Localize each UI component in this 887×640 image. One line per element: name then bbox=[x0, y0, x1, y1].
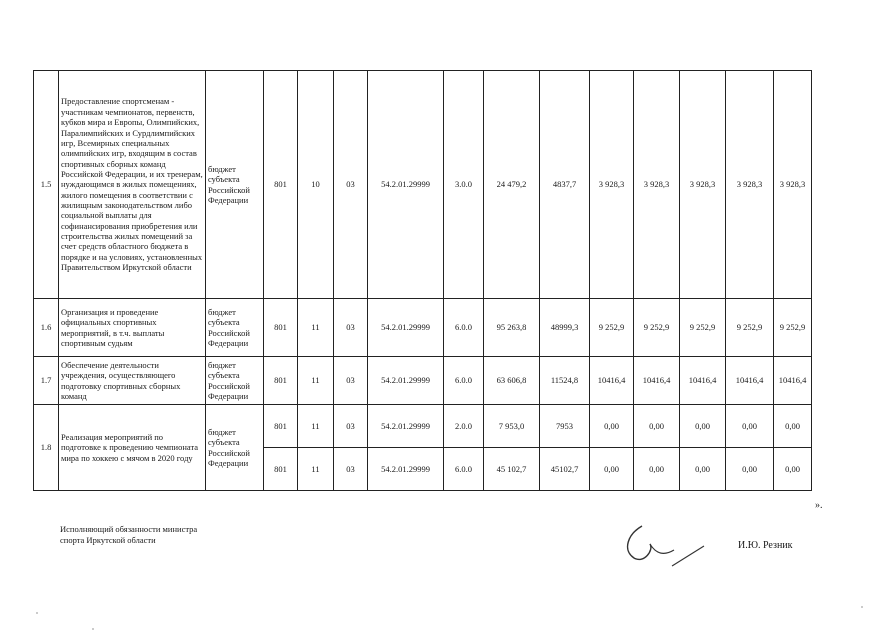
measure-description: Предоставление спортсменам - участникам чемпионатов, первенств, кубков мира и Европы, Олимпийских, Паралимпийских и Сурдлимпийских игр, Всемирных специальных олимпийских игр, входящим в состав спортивных сборных команд Российской Федерации, и их тренерам, нуждающимся в жилых помещениях, жилого помещения в соответствии с жилищным законодательством либо социальной выплаты для софинансирования приобретения или строительства жилых помещений за счет средств областного бюджета в порядке и на условиях, установленных Правительством Иркутской области bbox=[59, 71, 206, 299]
year-amount-cell: 10416,4 bbox=[634, 357, 680, 405]
year-amount-cell: 9 252,9 bbox=[726, 299, 774, 357]
year-amount-cell: 11524,8 bbox=[540, 357, 590, 405]
year-amount-cell: 0,00 bbox=[590, 448, 634, 491]
year-amount-cell: 0,00 bbox=[634, 405, 680, 448]
year-amount-cell: 10416,4 bbox=[726, 357, 774, 405]
total-amount-cell: 95 263,8 bbox=[484, 299, 540, 357]
year-amount-cell: 3 928,3 bbox=[726, 71, 774, 299]
year-amount-cell: 9 252,9 bbox=[634, 299, 680, 357]
closing-quote-mark: ». bbox=[815, 500, 823, 511]
subsection-code: 03 bbox=[334, 299, 368, 357]
section-code: 11 bbox=[298, 299, 334, 357]
year-amount-cell: 0,00 bbox=[680, 405, 726, 448]
grbs-code: 801 bbox=[264, 448, 298, 491]
row-number: 1.6 bbox=[34, 299, 59, 357]
year-amount-cell: 0,00 bbox=[634, 448, 680, 491]
year-amount-cell: 10416,4 bbox=[590, 357, 634, 405]
year-amount-cell: 3 928,3 bbox=[774, 71, 812, 299]
table-row bbox=[34, 71, 812, 299]
section-code: 11 bbox=[298, 448, 334, 491]
funding-source: бюджет субъекта Российской Федерации bbox=[206, 357, 264, 405]
expense-type-code: 6.0.0 bbox=[444, 448, 484, 491]
expense-type-code: 2.0.0 bbox=[444, 405, 484, 448]
year-amount-cell: 45102,7 bbox=[540, 448, 590, 491]
total-amount-cell: 24 479,2 bbox=[484, 71, 540, 299]
expense-type-code: 6.0.0 bbox=[444, 299, 484, 357]
target-article-code: 54.2.01.29999 bbox=[368, 448, 444, 491]
year-amount-cell: 9 252,9 bbox=[590, 299, 634, 357]
position-line-1: Исполняющий обязанности министра bbox=[60, 524, 198, 534]
section-code: 11 bbox=[298, 357, 334, 405]
subsection-code: 03 bbox=[334, 448, 368, 491]
signatory-position bbox=[60, 524, 197, 547]
position-line-2: спорта Иркутской области bbox=[60, 535, 156, 546]
section-code: 11 bbox=[298, 405, 334, 448]
year-amount-cell: 10416,4 bbox=[680, 357, 726, 405]
handwritten-signature bbox=[620, 520, 710, 590]
measure-description: Реализация мероприятий по подготовке к проведению чемпионата мира по хоккею с мячом в 2020 году bbox=[59, 405, 206, 491]
year-amount-cell: 0,00 bbox=[726, 448, 774, 491]
year-amount-cell: 0,00 bbox=[774, 405, 812, 448]
budget-table bbox=[33, 70, 812, 491]
funding-source: бюджет субъекта Российской Федерации bbox=[206, 71, 264, 299]
expense-type-code: 6.0.0 bbox=[444, 357, 484, 405]
target-article-code: 54.2.01.29999 bbox=[368, 299, 444, 357]
subsection-code: 03 bbox=[334, 71, 368, 299]
section-code: 10 bbox=[298, 71, 334, 299]
year-amount-cell: 3 928,3 bbox=[634, 71, 680, 299]
subsection-code: 03 bbox=[334, 357, 368, 405]
row-number: 1.5 bbox=[34, 71, 59, 299]
table-row bbox=[34, 405, 812, 448]
measure-description: Обеспечение деятельности учреждения, осуществляющего подготовку спортивных сборных команд bbox=[59, 357, 206, 405]
grbs-code: 801 bbox=[264, 405, 298, 448]
total-amount-cell: 7 953,0 bbox=[484, 405, 540, 448]
table-row bbox=[34, 299, 812, 357]
year-amount-cell: 0,00 bbox=[590, 405, 634, 448]
target-article-code: 54.2.01.29999 bbox=[368, 71, 444, 299]
year-amount-cell: 9 252,9 bbox=[680, 299, 726, 357]
measure-description: Организация и проведение официальных спортивных мероприятий, в т.ч. выплаты спортивным судьям bbox=[59, 299, 206, 357]
year-amount-cell: 0,00 bbox=[680, 448, 726, 491]
funding-source: бюджет субъекта Российской Федерации bbox=[206, 405, 264, 491]
year-amount-cell: 10416,4 bbox=[774, 357, 812, 405]
row-number: 1.7 bbox=[34, 357, 59, 405]
year-amount-cell: 0,00 bbox=[774, 448, 812, 491]
scan-speck bbox=[36, 612, 38, 614]
target-article-code: 54.2.01.29999 bbox=[368, 405, 444, 448]
total-amount-cell: 45 102,7 bbox=[484, 448, 540, 491]
target-article-code: 54.2.01.29999 bbox=[368, 357, 444, 405]
grbs-code: 801 bbox=[264, 299, 298, 357]
funding-source: бюджет субъекта Российской Федерации bbox=[206, 299, 264, 357]
subsection-code: 03 bbox=[334, 405, 368, 448]
year-amount-cell: 0,00 bbox=[726, 405, 774, 448]
signatory-name: И.Ю. Резник bbox=[738, 540, 793, 551]
year-amount-cell: 4837,7 bbox=[540, 71, 590, 299]
grbs-code: 801 bbox=[264, 71, 298, 299]
table-row bbox=[34, 357, 812, 405]
scan-speck bbox=[92, 628, 94, 630]
year-amount-cell: 48999,3 bbox=[540, 299, 590, 357]
expense-type-code: 3.0.0 bbox=[444, 71, 484, 299]
year-amount-cell: 3 928,3 bbox=[680, 71, 726, 299]
year-amount-cell: 9 252,9 bbox=[774, 299, 812, 357]
row-number: 1.8 bbox=[34, 405, 59, 491]
grbs-code: 801 bbox=[264, 357, 298, 405]
year-amount-cell: 7953 bbox=[540, 405, 590, 448]
total-amount-cell: 63 606,8 bbox=[484, 357, 540, 405]
year-amount-cell: 3 928,3 bbox=[590, 71, 634, 299]
scan-speck bbox=[861, 606, 863, 608]
